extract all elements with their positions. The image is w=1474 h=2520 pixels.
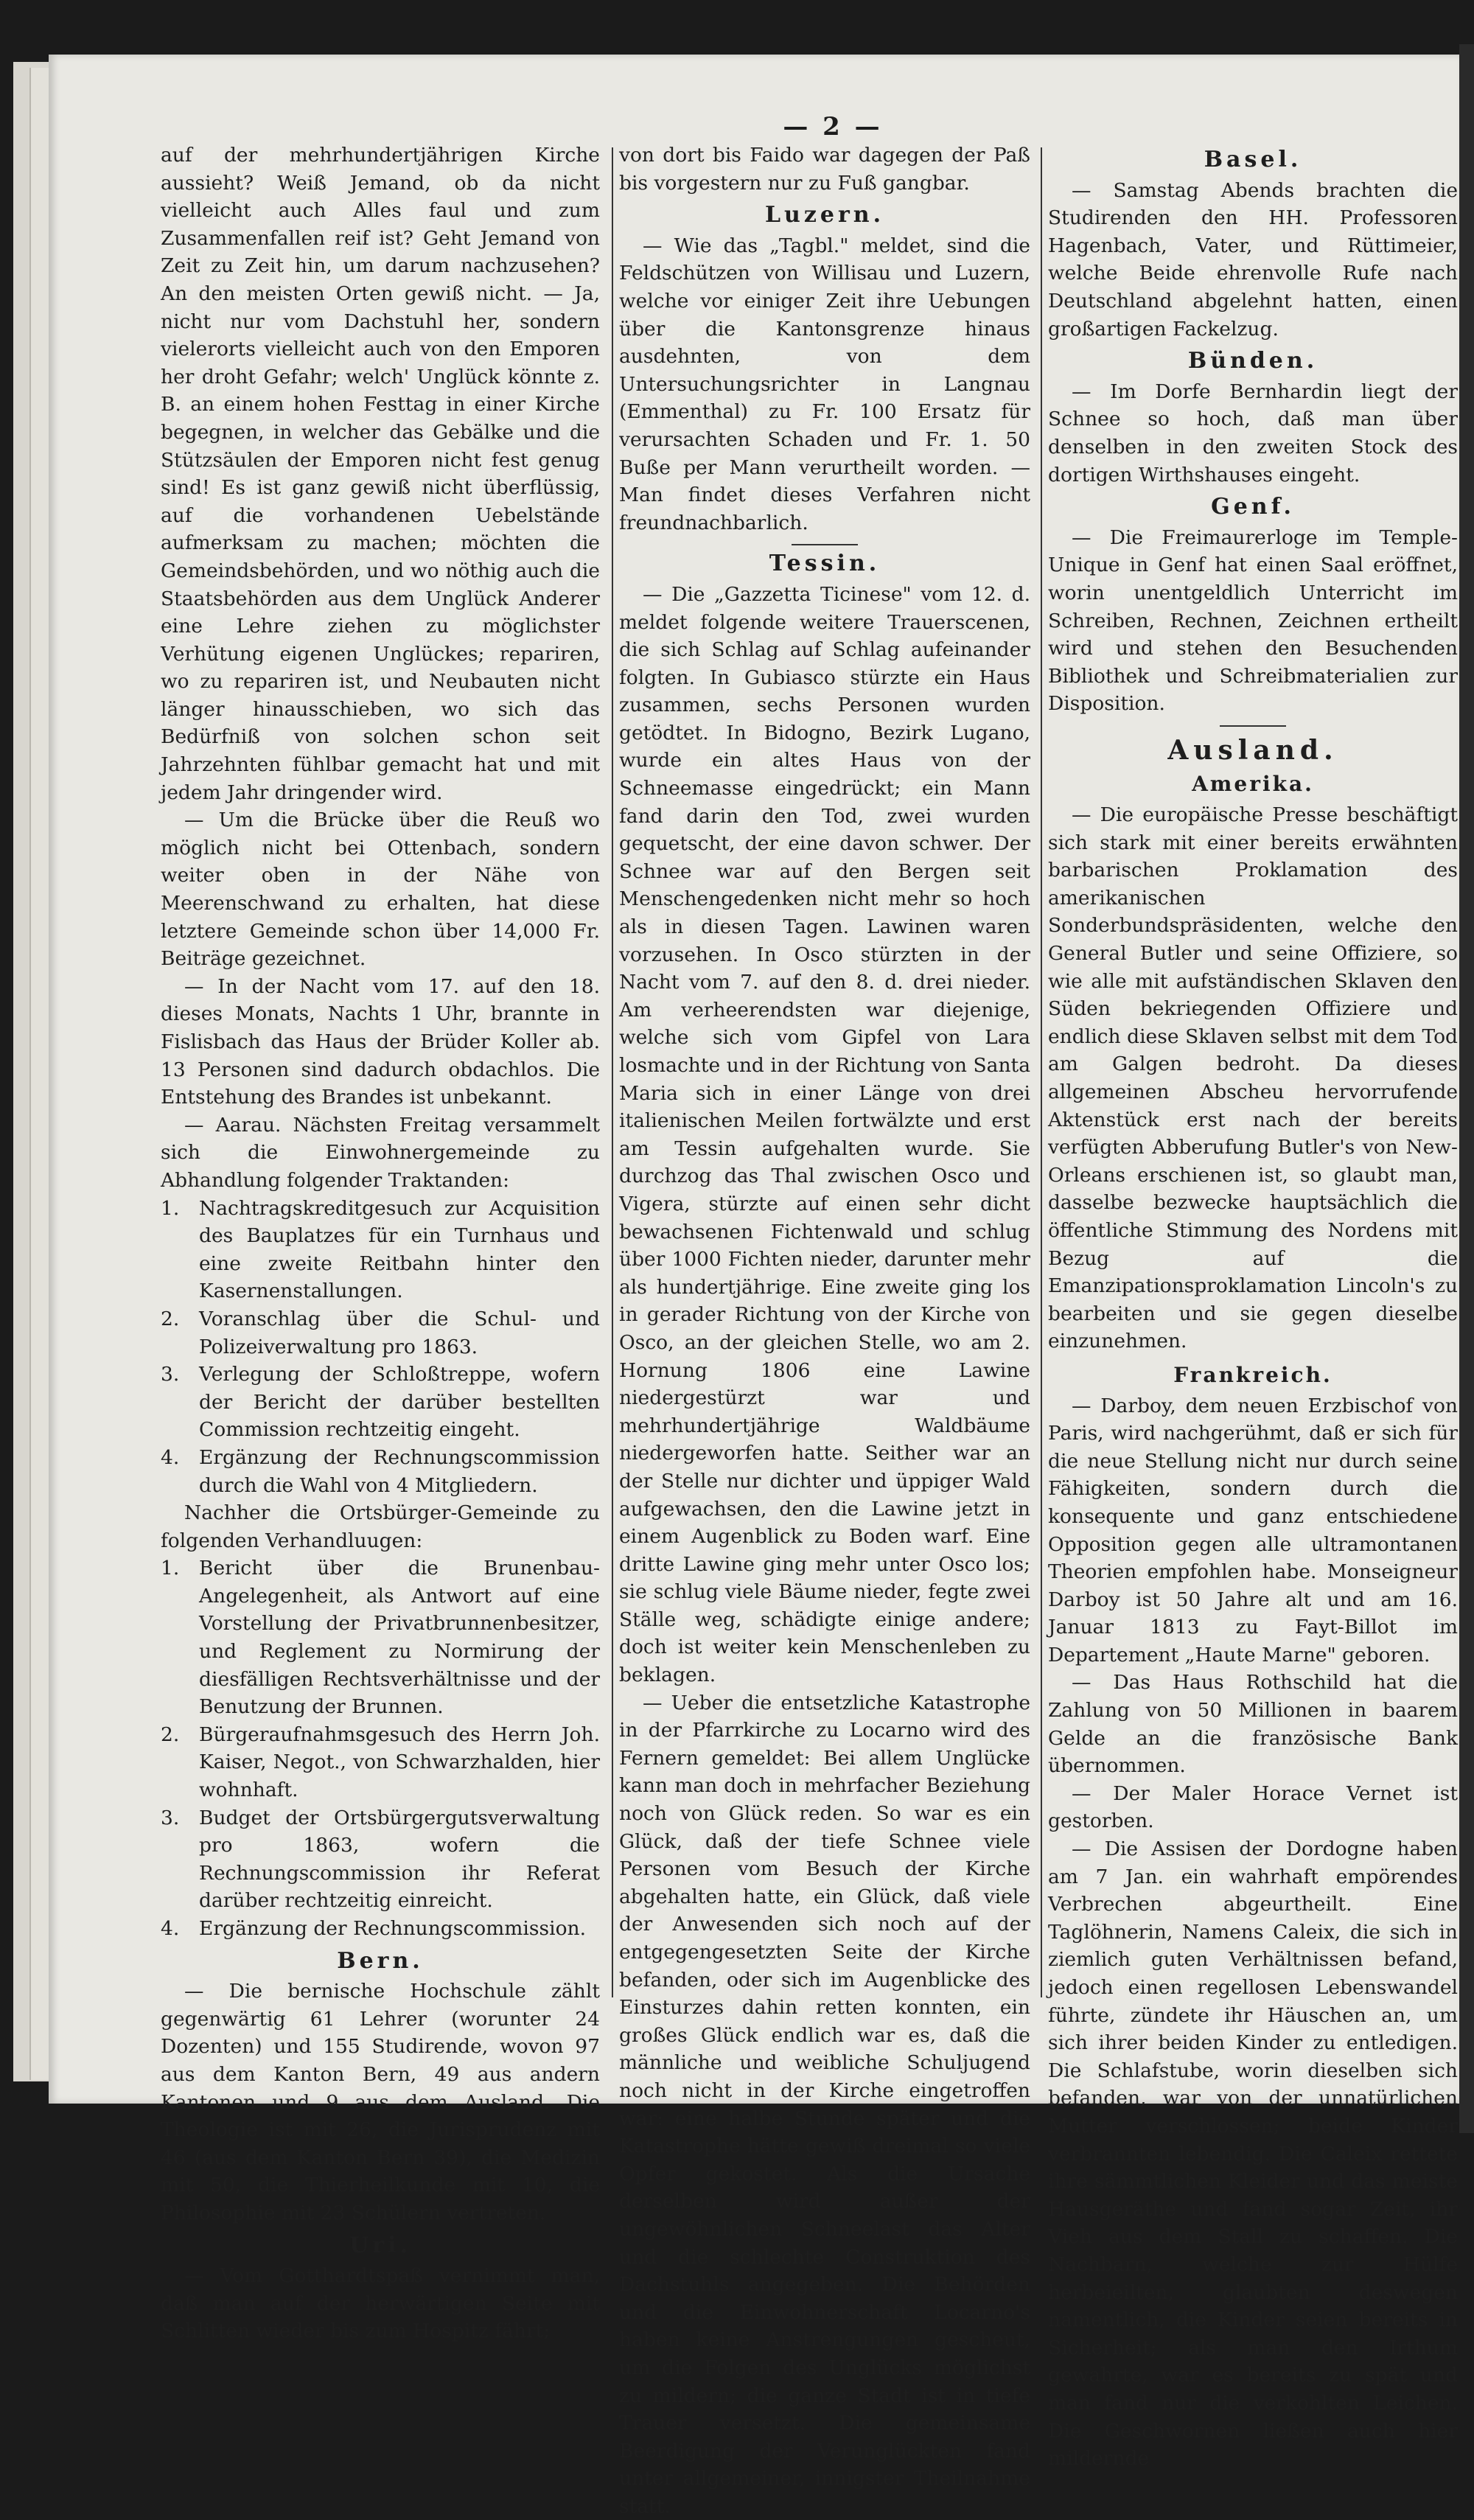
article-text: — Die „Gazzetta Ticinese" vom 12. d. meldet folgende weitere Trauerscenen, die sich Schlag auf Schlag aufeinander folgten. In Gubiasco stürzte ein Haus zusammen, sechs Personen wurden getödtet. In Bidogno, Bezirk Lugano, wurde ein altes Haus von der Schneemasse eingedrückt; ein Mann fand darin den Tod, zwei wurden gequetscht, der eine davon schwer. Der Schnee war auf den Bergen seit Menschengedenken nicht mehr so hoch als in diesen Tagen. Lawinen waren vorzusehen. In Osco stürzten in der Nacht vom 7. auf den 8. d. drei nieder. Am verheerendsten war diejenige, welche sich vom Gipfel von Lara losmachte und in der Richtung von Santa Maria sich in einer Länge von drei italienischen Meilen fortwälzte und erst am Tessin aufgehalten wurde. Sie durchzog das Thal zwischen Osco und Vigera, stürzte auf einen sehr dicht bewachsenen Fichtenwald und schlug über 1000 Fichten nieder, darunter mehr als hundertjährige. Eine zweite ging los in gerader Richtung von der Kirche von Osco, an der gleichen Stelle, wo am 2. Hornung 1806 eine Lawine niedergestürzt war und mehrhundertjährige Waldbäume niedergeworfen hatte. Seither war an der Stelle nur dichter und üppiger Wald aufgewachsen, den die Lawine jetzt in einem Augenblick zu Boden warf. Eine dritte Lawine ging mehr unter Osco los; sie schlug viele Bäume nieder, fegte zwei Ställe weg, schädigte einige andere; doch ist weiter kein Menschenleben zu beklagen.: [619, 582, 1030, 1687]
article-text: — Ueber die entsetzliche Katastrophe in der Pfarrkirche zu Locarno wird des Fernern gemeldet: Bei allem Unglücke kann man doch in mehrfacher Beziehung noch von Glück reden. So war es ein Glück, daß der tiefe Schnee viele Personen vom Besuch der Kirche abgehalten hatte, ein Glück, daß viele der Anwesenden sich noch auf der entgegengesetzten Seite der Kirche befanden, oder sich im Augenblicke des Einsturzes dahin retten konnten, ein großes Glück endlich war es, daß die männliche und weibliche Schuljugend noch nicht in der Kirche eingetroffen war: eine halbe Stunde später und die Katastrophe hätte gewiß dreimal so viele Opfer gekostet. Als die Ursache derselben wird außer der ungewöhnlichen Schneelast das Alter und die schlechte Construktion des Dachstuhls angegeben. Die Behörden und die Einwohnerschaft Locarno's haben keine Anstrengungen gescheut, um die Folgen des Unglücks möglichst zu mildern; die ganze Stadt ist in tiefe Trauer versetzt. Die gemeinsame Beerdigung der Verunglückten fand unter allgemeiner, innigster Theilnahme statt.: [619, 1691, 1030, 2518]
article-text: von dort bis Faido war dagegen der Paß bis vorgestern nur zu Fuß gangbar.: [619, 144, 1030, 195]
page-number: — 2 —: [783, 112, 883, 142]
article-text: — Samstag Abends brachten die Studirenden den HH. Professoren Hagenbach, Vater, und Rüttimeier, welche Beide ehrenvolle Rufe nach Deutschland abgelehnt hatten, einen großartigen Fackelzug.: [1048, 178, 1458, 341]
list-item: 3. Verlegung der Schloßtreppe, wofern der Bericht der darüber bestellten Commission rechtzeitig eingeht.: [161, 1363, 600, 1442]
list-item: 1. Nachtragskreditgesuch zur Acquisition des Bauplatzes für ein Turnhaus und eine zweite Reitbahn hinter den Kasernenstallungen.: [161, 1196, 600, 1303]
section-heading-frankreich: Frankreich.: [1173, 1362, 1332, 1387]
article-text: Nachher die Ortsbürger-Gemeinde zu folgenden Verhandluugen:: [161, 1501, 600, 1552]
article-text: — Darboy, dem neuen Erzbischof von Paris, wird nachgerühmt, daß er sich für die neue Stellung nicht nur durch seine Fähigkeiten, sondern durch die konsequente und ganz entschiedene Opposition gegen alle ultramontanen Theorien empfohlen habe. Monseigneur Darboy ist 50 Jahre alt und am 16. Januar 1813 zu Fayt-Billot im Departement „Haute Marne" geboren.: [1048, 1394, 1458, 1666]
article-text: — Aarau. Nächsten Freitag versammelt sich die Einwohnergemeinde zu Abhandlung folgender Traktanden:: [161, 1113, 600, 1192]
section-heading-ausland: Ausland.: [1167, 734, 1338, 766]
list-item: 1. Bericht über die Brunenbau-Angelegenheit, als Antwort auf eine Vorstellung der Privatbrunnenbesitzer, und Reglement zu Normirung der diesfälligen Rechtsverhältnisse und der Benutzung der Brunnen.: [161, 1557, 600, 1719]
column-2: [619, 142, 1030, 2520]
article-text: — Die europäische Presse beschäftigt sich stark mit einer bereits erwähnten barbarischen Proklamation des amerikanischen Sonderbundspräsidenten, welche den General Butler und seine Offiziere, so wie alle mit aufständischen Sklaven den Süden bekriegenden Offiziere und endlich diese Sklaven selbst mit dem Tod am Galgen bedroht. Da dieses allgemeinen Abscheu hervorrufende Aktenstück erst nach der bereits verfügten Abberufung Butler's von New-Orleans erschienen ist, so glaubt man, dasselbe bezwecke hauptsächlich die öffentliche Stimmung des Nordens mit Bezug auf die Emanzipationsproklamation Lincoln's zu bearbeiten und sie gegen dieselbe einzunehmen.: [1048, 803, 1458, 1353]
section-heading-tessin: Tessin.: [769, 551, 881, 577]
column-rule-2: [1041, 147, 1042, 1997]
article-text: — Vom Gotthardtspaß vernimmt man, daß man auf der herwärtigen Seite mit Schlitten wieder bis zum Hospitz fährt;: [161, 2264, 600, 2343]
article-text: — Die bernische Hochschule zählt gegenwärtig 61 Lehrer (worunter 24 Dozenten) und 155 Studirende, wovon 97 aus dem Kanton Bern, 49 aus andern Kantonen und 9 aus dem Ausland. Die Theologie ist mit 26, die Jurisprudenz mit 46 (aus dem Kanton Bern 39), die Medizin mit 50, die Thierheilkunde mit 10, die Philosophie mit 23 Schülern vertreten.: [161, 1980, 600, 2224]
article-text: — Wie das „Tagbl." meldet, sind die Feldschützen von Willisau und Luzern, welche vor einiger Zeit ihre Uebungen über die Kantonsgrenze hinaus ausdehnten, von dem Untersuchungsrichter in Langnau (Emmenthal) zu Fr. 100 Ersatz für verursachten Schaden und Fr. 1. 50 Buße per Mann verurtheilt worden. — Man findet dieses Verfahren nicht freundnachbarlich.: [619, 234, 1030, 534]
section-heading-bunden: Bünden.: [1187, 348, 1318, 374]
section-heading-amerika: Amerika.: [1192, 772, 1314, 797]
column-1: [161, 142, 600, 2345]
article-text: — Der Maler Horace Vernet ist gestorben.: [1048, 1781, 1458, 1833]
section-divider: [792, 544, 858, 545]
article-text: — In der Nacht vom 17. auf den 18. dieses Monats, Nachts 1 Uhr, brannte in Fislisbach das Haus der Brüder Koller ab. 13 Personen sind dadurch obdachlos. Die Entstehung des Brandes ist unbekannt.: [161, 974, 600, 1109]
section-heading-luzern: Luzern.: [764, 202, 885, 228]
list-item: 4. Ergänzung der Rechnungscommission.: [161, 1917, 587, 1940]
article-text: — Die Freimaurerloge im Temple-Unique in Genf hat einen Saal eröffnet, worin unentgeldlich Unterricht im Schreiben, Rechnen, Zeichnen ertheilt wird und stehen den Besuchenden Bibliothek und Schreibmaterialien zur Disposition.: [1048, 526, 1458, 716]
list-item: 2. Bürgeraufnahmsgesuch des Herrn Joh. Kaiser, Negot., von Schwarzhalden, hier wohnhaft.: [161, 1723, 600, 1802]
scan-background-right: [1459, 44, 1474, 2133]
article-text: — Das Haus Rothschild hat die Zahlung von 50 Millionen in baarem Gelde an die französische Bank übernommen.: [1048, 1671, 1458, 1778]
column-rule-1: [612, 147, 613, 1997]
section-heading-genf: Genf.: [1211, 494, 1295, 520]
article-text: — Um die Brücke über die Reuß wo möglich nicht bei Ottenbach, sondern weiter oben in der Nähe von Meerenschwand zu erhalten, hat diese letztere Gemeinde schon über 14,000 Fr. Beiträge gezeichnet.: [161, 809, 600, 971]
list-item: 4. Ergänzung der Rechnungscommission durch die Wahl von 4 Mitgliedern.: [161, 1445, 600, 1497]
column-3: [1048, 142, 1458, 2473]
section-divider: [1220, 725, 1286, 727]
list-item: 2. Voranschlag über die Schul- und Polizeiverwaltung pro 1863.: [161, 1307, 600, 1358]
list-item: 3. Budget der Ortsbürgergutsverwaltung pro 1863, wofern die Rechnungscommission ihr Referat darüber rechtzeitig einreicht.: [161, 1806, 600, 1913]
section-heading-bern: Bern.: [337, 1947, 424, 1974]
article-text: — Im Dorfe Bernhardin liegt der Schnee so hoch, daß man über denselben in den zweiten Stock des dortigen Wirthshauses eingeht.: [1048, 380, 1458, 486]
section-heading-basel: Basel.: [1204, 147, 1302, 172]
article-text: — Die Assisen der Dordogne haben am 7 Jan. ein wahrhaft empörendes Verbrechen abgeurtheilt. Eine Taglöhnerin, Namens Caleix, die sich in ziemlich guten Verhältnissen befand, jedoch einen regellosen Lebenswandel führte, zündete ihr Häuschen an, um sich ihrer beiden Kinder zu entledigen. Die Schlafstube, worin dieselben sich befanden, war von der unnatürlichen Mutter verschlossen; beide Kinder verbrannten lebendig. Die Caleix rettete ihre sämmtlichen Kleider und das meiste Hausgeräthe und fand sogar Zeit, ihr Vieh aus dem Stall zu schaffen. Die Nachbarn, welche zur Hülfe herbeieilten, glaubten deswegen namentlich, die Kinder seien bereits in Sicherheit; als man den Irthum gewahrte, war es bereits zu spät und man fand nur die verkohlten Leichen. Die Geschwornen ließen auch hier mildernde: [1048, 1837, 1458, 2471]
article-text: auf der mehrhundertjährigen Kirche aussieht? Weiß Jemand, ob da nicht vielleicht auch Alles faul und zum Zusammenfallen reif ist? Geht Jemand von Zeit zu Zeit hin, um darum nachzusehen? An den meisten Orten gewiß nicht. — Ja, nicht nur vom Dachstuhl her, sondern vielerorts vielleicht auch von den Emporen her droht Gefahr; welch' Unglück könnte z. B. an einem hohen Festtag in einer Kirche begegnen, in welcher das Gebälke und die Stützsäulen der Emporen nicht fest genug sind! Es ist ganz gewiß nicht überflüssig, auf die vorhandenen Uebelstände aufmerksam zu machen; möchten die Gemeindsbehörden, und wo nöthig auch die Staatsbehörden aus dem Unglück Anderer eine Lehre ziehen zu möglichster Verhütung eigenen Unglückes; repariren, wo zu repariren ist, und Neubauten nicht länger hinausschieben, wo sich das Bedürfniß von solchen schon seit Jahrzehnten fühlbar gemacht hat und mit jedem Jahr dringender wird.: [161, 144, 600, 804]
section-heading-uri: Uri.: [349, 2232, 411, 2258]
